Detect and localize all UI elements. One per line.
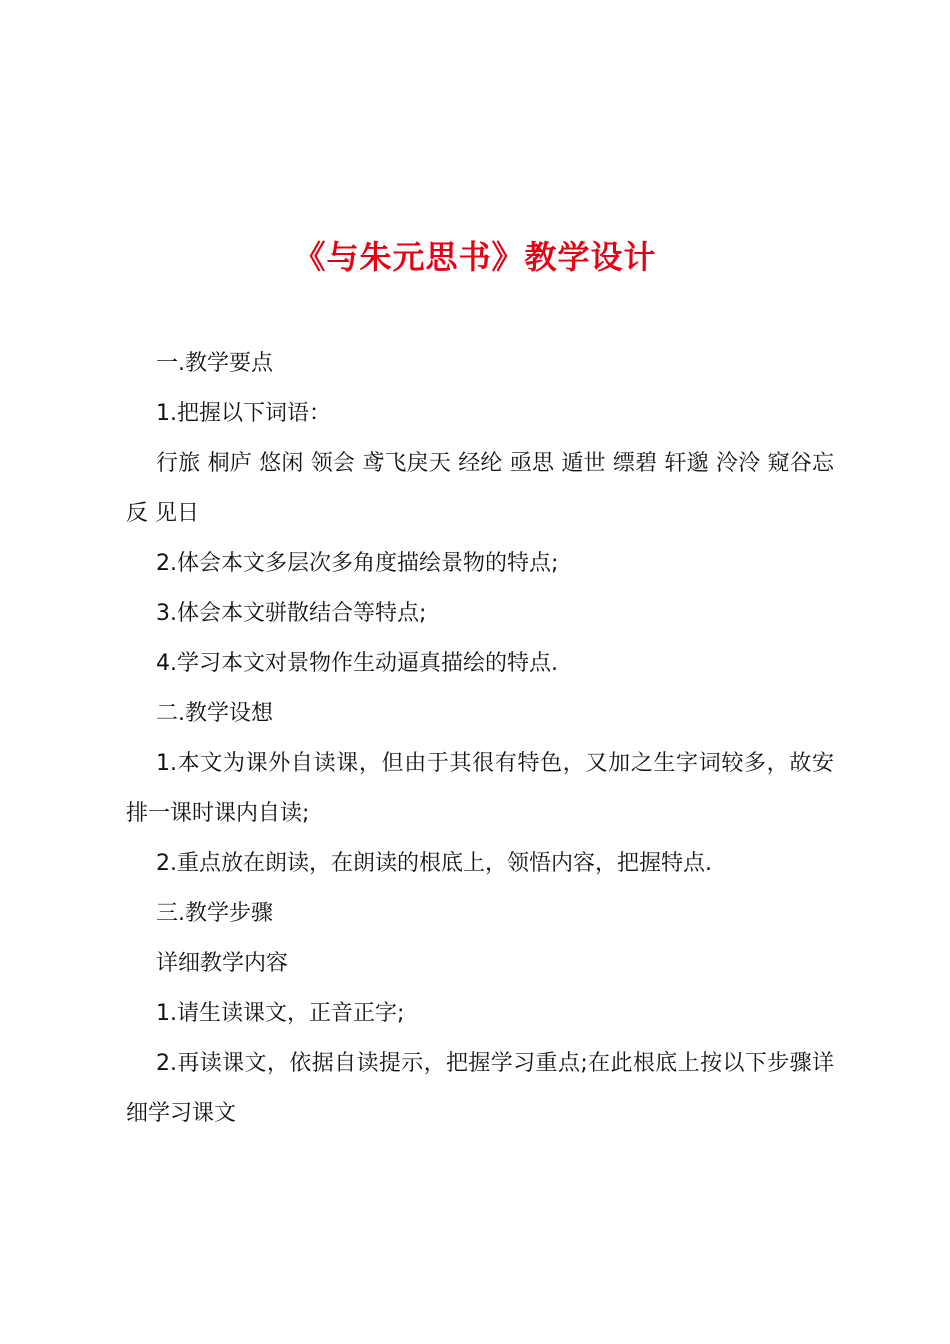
list-item: 1.本文为课外自读课，但由于其很有特色，又加之生字词较多，故安排一课时课内自读; — [126, 751, 834, 826]
list-item: 1.请生读课文，正音正字; — [156, 1001, 405, 1026]
heading-teaching-ideas: 二.教学设想 — [156, 701, 273, 726]
subheading-detailed-content: 详细教学内容 — [156, 951, 289, 976]
document-title: 《与朱元思书》教学设计 — [293, 238, 657, 277]
document-body — [126, 339, 834, 1139]
list-item: 3.体会本文骈散结合等特点; — [156, 601, 427, 626]
list-item: 2.体会本文多层次多角度描绘景物的特点; — [156, 551, 559, 576]
list-item: 2.再读课文，依据自读提示，把握学习重点;在此根底上按以下步骤详细学习课文 — [126, 1051, 834, 1126]
heading-teaching-steps: 三.教学步骤 — [156, 901, 273, 926]
list-item: 4.学习本文对景物作生动逼真描绘的特点. — [156, 651, 558, 676]
vocabulary-list: 行旅 桐庐 悠闲 领会 鸢飞戾天 经纶 亟思 遁世 缥碧 轩邈 泠泠 窥谷忘反 见日 — [126, 451, 834, 526]
list-item: 2.重点放在朗读，在朗读的根底上，领悟内容，把握特点. — [156, 851, 712, 876]
heading-teaching-points: 一.教学要点 — [156, 351, 273, 376]
list-item: 1.把握以下词语： — [156, 401, 331, 426]
